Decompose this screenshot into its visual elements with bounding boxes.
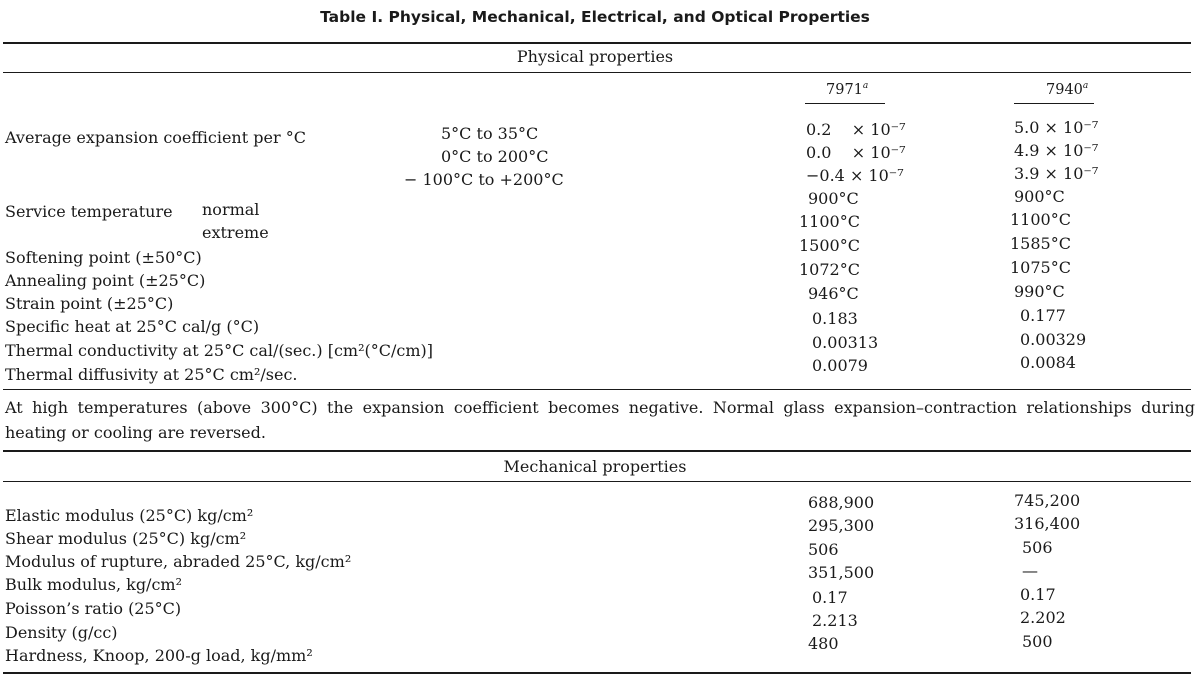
expansion-label: Average expansion coefficient per °C [5, 128, 306, 147]
shear-modulus-label: Shear modulus (25°C) kg/cm² [5, 529, 247, 548]
hardness-7971: 480 [808, 634, 839, 653]
poisson-ratio-7940: 0.17 [1020, 585, 1056, 604]
specific-heat-7971: 0.183 [812, 309, 858, 328]
density-7971: 2.213 [812, 611, 858, 630]
column-header-rule-7971 [805, 103, 885, 104]
thermal-conductivity-label: Thermal conductivity at 25°C cal/(sec.) [cm²(°C/cm)] [5, 341, 433, 360]
expansion-7971-2: 0.0 × 10⁻⁷ [806, 143, 906, 162]
annealing-7971: 1072°C [799, 260, 860, 279]
strain-label: Strain point (±25°C) [5, 294, 174, 313]
thermal-diffusivity-7940: 0.0084 [1020, 353, 1076, 372]
density-7940: 2.202 [1020, 608, 1066, 627]
annealing-7940: 1075°C [1010, 258, 1071, 277]
thermal-conductivity-7971: 0.00313 [812, 333, 879, 352]
table-title: Table I. Physical, Mechanical, Electrical, and Optical Properties [320, 8, 870, 26]
expansion-7940-2: 4.9 × 10⁻⁷ [1014, 141, 1099, 160]
thermal-diffusivity-label: Thermal diffusivity at 25°C cm²/sec. [5, 365, 298, 384]
bulk-modulus-label: Bulk modulus, kg/cm² [5, 575, 182, 594]
expansion-7971-1: 0.2 × 10⁻⁷ [806, 120, 906, 139]
softening-label: Softening point (±50°C) [5, 248, 202, 267]
rupture-modulus-7940: 506 [1022, 538, 1053, 557]
expansion-7971-3: −0.4 × 10⁻⁷ [806, 166, 904, 185]
shear-modulus-7971: 295,300 [808, 516, 875, 535]
poisson-ratio-7971: 0.17 [812, 588, 848, 607]
mechanical-heading: Mechanical properties [503, 457, 687, 476]
thermal-conductivity-7940: 0.00329 [1020, 330, 1087, 349]
service-temp-extreme: extreme [202, 223, 269, 242]
service-normal-7971: 900°C [808, 189, 859, 208]
shear-modulus-7940: 316,400 [1014, 514, 1081, 533]
expansion-7940-1: 5.0 × 10⁻⁷ [1014, 118, 1099, 137]
rupture-modulus-7971: 506 [808, 540, 839, 559]
density-label: Density (g/cc) [5, 623, 118, 642]
range-1: 5°C to 35°C [441, 124, 539, 143]
range-2: 0°C to 200°C [441, 147, 549, 166]
softening-7940: 1585°C [1010, 234, 1071, 253]
physical-bottom-rule [3, 389, 1191, 390]
rupture-modulus-label: Modulus of rupture, abraded 25°C, kg/cm² [5, 552, 352, 571]
hardness-7940: 500 [1022, 632, 1053, 651]
expansion-7940-3: 3.9 × 10⁻⁷ [1014, 164, 1099, 183]
expansion-note: At high temperatures (above 300°C) the expansion coefficient becomes negative. Normal glass expansion–contraction relationships during heating or cooling are reversed. [5, 398, 1195, 442]
service-temp-label: Service temperature [5, 202, 173, 221]
softening-7971: 1500°C [799, 236, 860, 255]
top-rule [3, 42, 1191, 44]
poisson-ratio-label: Poisson’s ratio (25°C) [5, 599, 182, 618]
mechanical-top-rule [3, 450, 1191, 452]
elastic-modulus-label: Elastic modulus (25°C) kg/cm² [5, 506, 254, 525]
elastic-modulus-7940: 745,200 [1014, 491, 1081, 510]
service-temp-normal: normal [202, 200, 260, 219]
bulk-modulus-7971: 351,500 [808, 563, 875, 582]
specific-heat-label: Specific heat at 25°C cal/g (°C) [5, 317, 260, 336]
column-header-7971: 7971$^a$ [826, 81, 869, 98]
hardness-label: Hardness, Knoop, 200-g load, kg/mm² [5, 646, 313, 665]
physical-heading: Physical properties [516, 47, 674, 66]
strain-7940: 990°C [1014, 282, 1065, 301]
bulk-modulus-7940: — [1022, 561, 1038, 580]
column-header-7940: 7940$^a$ [1046, 81, 1089, 98]
service-extreme-7971: 1100°C [799, 212, 860, 231]
range-3: − 100°C to +200°C [404, 170, 564, 189]
elastic-modulus-7971: 688,900 [808, 493, 875, 512]
service-normal-7940: 900°C [1014, 187, 1065, 206]
bottom-rule [3, 672, 1191, 674]
service-extreme-7940: 1100°C [1010, 210, 1071, 229]
thermal-diffusivity-7971: 0.0079 [812, 356, 868, 375]
physical-heading-rule [3, 72, 1191, 73]
mechanical-heading-rule [3, 481, 1191, 482]
strain-7971: 946°C [808, 284, 859, 303]
column-header-rule-7940 [1014, 103, 1094, 104]
specific-heat-7940: 0.177 [1020, 306, 1066, 325]
annealing-label: Annealing point (±25°C) [5, 271, 206, 290]
